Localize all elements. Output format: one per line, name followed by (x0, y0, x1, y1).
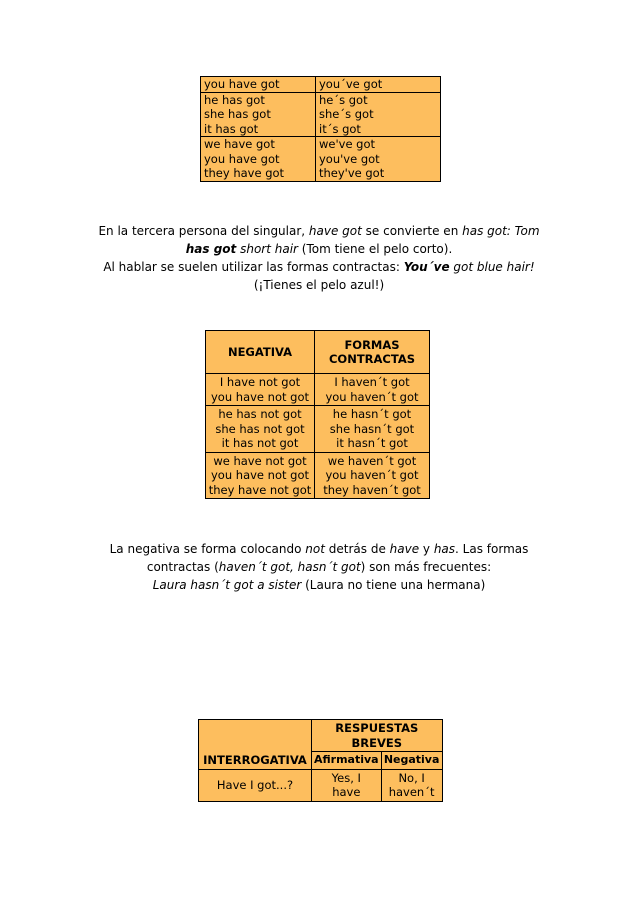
answer-line: No, I (398, 770, 425, 785)
explanation-paragraph-1 (0, 222, 638, 294)
contracted-form: you've got (319, 151, 380, 166)
header-respuestas-breves (312, 720, 443, 752)
table-cell (315, 406, 430, 453)
text-italic: have (389, 542, 420, 556)
answer-line: Yes, I (331, 770, 361, 785)
text-italic: short hair (236, 242, 298, 256)
table-cell (316, 77, 441, 93)
full-form: he has got (204, 92, 265, 107)
header-negativa: NEGATIVA (206, 331, 315, 374)
contracted-form: it´s got (319, 121, 361, 136)
full-form: we have not got (213, 453, 307, 468)
contracted-form: she´s got (319, 107, 374, 121)
text: ) son más frecuentes: (360, 560, 492, 574)
table-row (206, 406, 430, 453)
table-cell (206, 406, 315, 453)
full-form: they have not got (208, 482, 312, 497)
contracted-form: he hasn´t got (332, 407, 412, 421)
paragraph-line (0, 540, 638, 558)
full-form: you have got (204, 151, 280, 166)
text-italic: Laura hasn´t got a sister (152, 578, 302, 592)
subheader-afirmativa: Afirmativa (312, 752, 382, 770)
header-line: FORMAS (344, 337, 400, 352)
explanation-paragraph-2 (0, 540, 638, 594)
text: En la tercera persona del singular, (98, 224, 309, 238)
text-italic: have got (308, 224, 362, 238)
full-form: she has not got (215, 421, 305, 436)
answer-line: haven´t (388, 785, 435, 799)
header-line: BREVES (351, 735, 403, 750)
paragraph-line: (¡Tienes el pelo azul!) (253, 278, 385, 292)
full-form: I have not got (219, 375, 301, 389)
full-form: you have not got (211, 389, 309, 404)
header-formas-contractas (315, 331, 430, 374)
full-form: they have got (204, 166, 285, 180)
full-form: we have got (204, 137, 275, 151)
text: detrás de (324, 542, 390, 556)
full-form: it has got (204, 121, 259, 136)
contracted-form: we haven´t got (327, 453, 417, 468)
full-form: she has got (204, 107, 271, 121)
full-form: he has not got (218, 407, 302, 421)
table-cell (206, 452, 315, 499)
text: . Las formas (455, 542, 529, 556)
text: y (419, 542, 434, 556)
table-row (206, 374, 430, 406)
table-header-row (206, 331, 430, 374)
contracted-form: you´ve got (319, 77, 383, 91)
full-form: you have got (204, 77, 280, 91)
contracted-form: you haven´t got (325, 389, 419, 404)
no-answer-cell (381, 769, 442, 801)
subheader-negativa: Negativa (381, 752, 442, 770)
affirmative-table (200, 76, 441, 182)
table-cell (315, 374, 430, 406)
table-cell (201, 92, 316, 137)
paragraph-line (0, 258, 638, 276)
question-cell: Have I got...? (199, 769, 312, 801)
text-italic: haven´t got, hasn´t got (218, 560, 361, 574)
text-italic: not (305, 542, 325, 556)
table-cell (201, 137, 316, 182)
text-italic: has (433, 542, 456, 556)
text-italic: Tom (510, 224, 540, 238)
text: Al hablar se suelen utilizar las formas contractas: (103, 260, 404, 274)
paragraph-line (0, 222, 638, 240)
full-form: you have not got (211, 468, 309, 482)
interrogative-table (198, 719, 443, 802)
header-line: CONTRACTAS (328, 352, 415, 366)
contracted-form: you haven´t got (325, 468, 419, 482)
contracted-form: we've got (319, 137, 376, 151)
text: (Tom tiene el pelo corto). (297, 242, 453, 256)
full-form: it has not got (221, 436, 299, 450)
table-cell (315, 452, 430, 499)
answer-line: have (332, 785, 361, 799)
table-cell (206, 374, 315, 406)
contracted-form: they've got (319, 166, 385, 180)
paragraph-line (0, 558, 638, 576)
table-row (201, 77, 441, 93)
contracted-form: I haven´t got (334, 375, 410, 389)
paragraph-line (0, 576, 638, 594)
text: La negativa se forma colocando (109, 542, 306, 556)
header-interrogativa: INTERROGATIVA (199, 720, 312, 770)
header-line: RESPUESTAS (335, 721, 419, 735)
contracted-form: she hasn´t got (329, 421, 415, 436)
contracted-form: he´s got (319, 92, 368, 107)
contracted-form: it hasn´t got (336, 436, 408, 450)
text: se convierte en (361, 224, 463, 238)
table-header-row (199, 720, 443, 752)
negative-table (205, 330, 430, 499)
table-row (199, 769, 443, 801)
text-italic: has got: (462, 224, 511, 238)
yes-answer-cell (312, 769, 382, 801)
table-row (206, 452, 430, 499)
text: contractas ( (146, 560, 219, 574)
text-italic: got blue hair! (449, 260, 535, 274)
paragraph-line (0, 240, 638, 258)
contracted-form: they haven´t got (323, 482, 421, 497)
text-bold-italic: You´ve (403, 260, 450, 274)
table-row (201, 137, 441, 182)
text: (Laura no tiene una hermana) (301, 578, 486, 592)
text-bold-italic: has got (185, 242, 237, 256)
table-cell (316, 137, 441, 182)
table-cell (201, 77, 316, 93)
table-row (201, 92, 441, 137)
table-cell (316, 92, 441, 137)
